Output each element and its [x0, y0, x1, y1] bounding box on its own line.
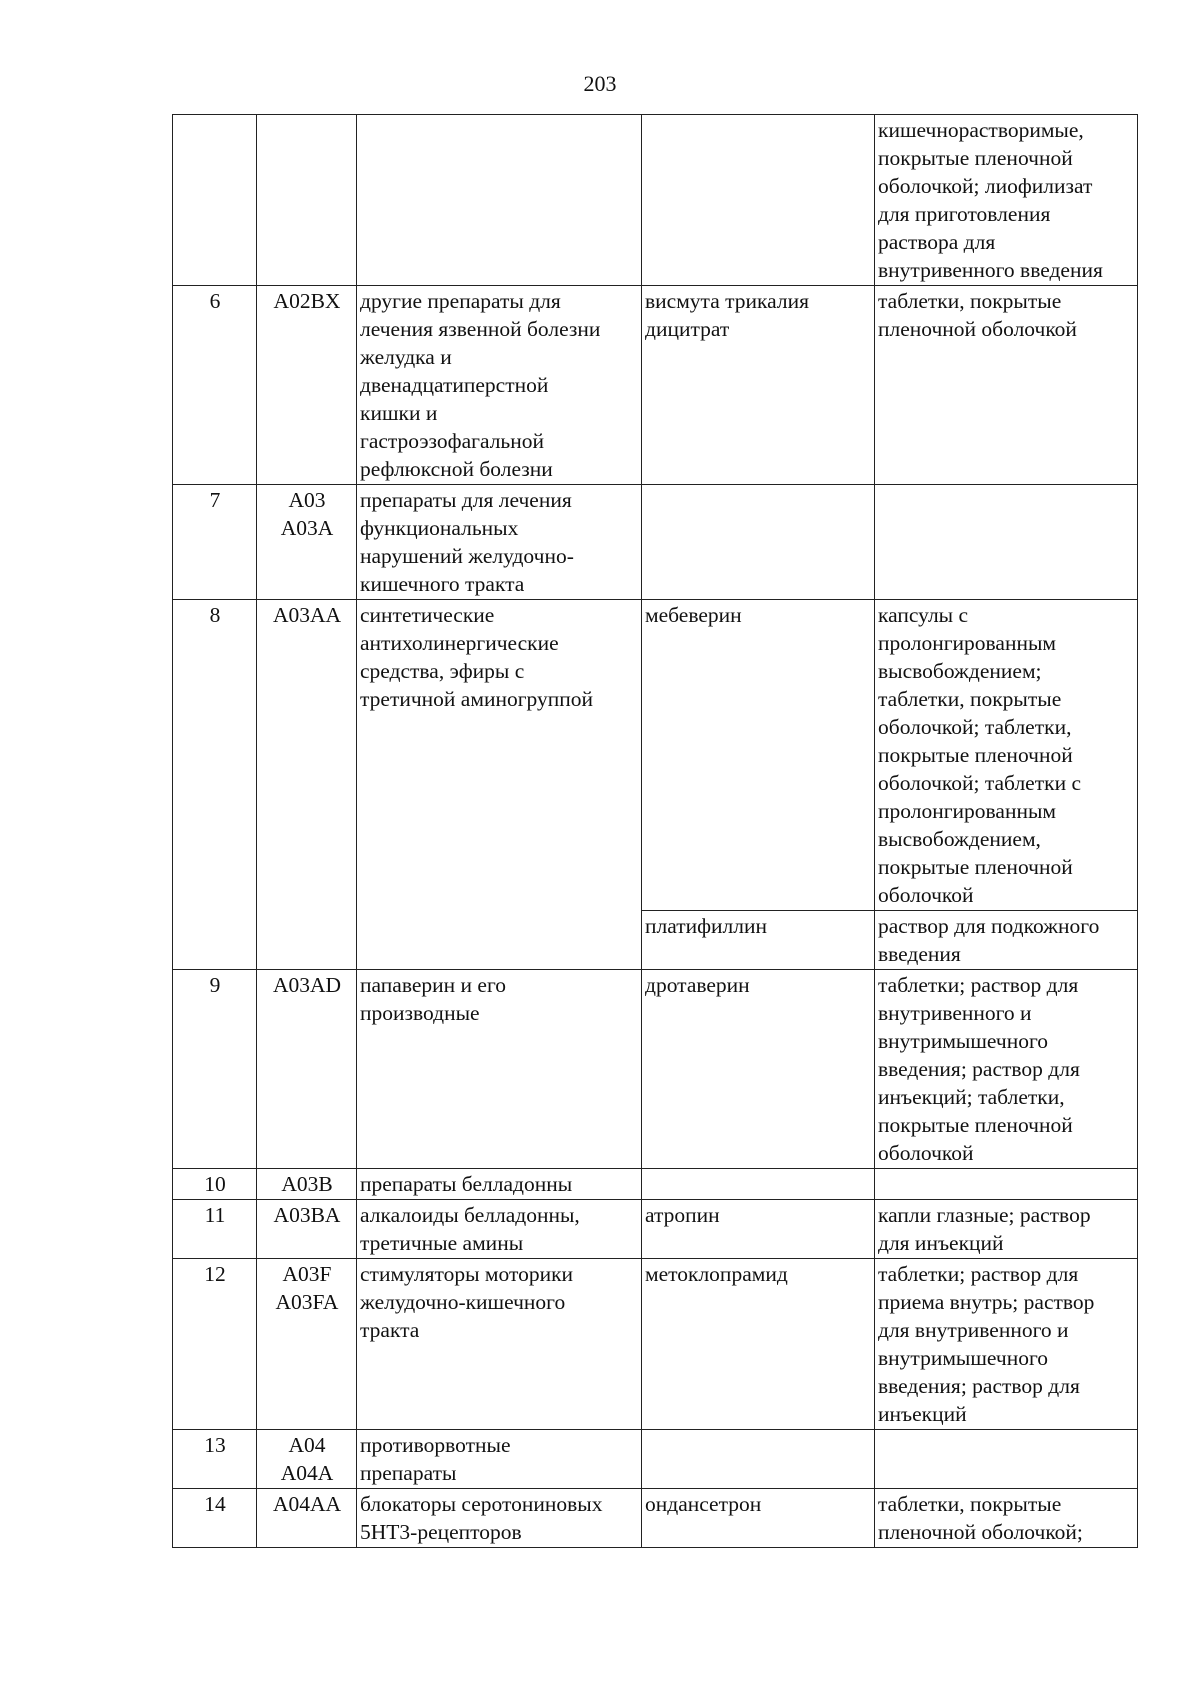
cell-line: введения; раствор для	[878, 1057, 1080, 1081]
cell-line: пролонгированным	[878, 631, 1057, 655]
cell-line: пленочной оболочкой;	[878, 1520, 1083, 1544]
row-number-cell	[173, 1169, 257, 1200]
atc-code-cell	[257, 1259, 357, 1430]
table-row	[173, 1259, 1138, 1430]
page-number: 203	[583, 71, 617, 96]
cell-line: покрытые пленочной	[878, 743, 1073, 767]
cell-line: другие препараты для	[360, 289, 561, 313]
cell-line: желудочно-кишечного	[360, 1290, 566, 1314]
drug-name-cell	[642, 1259, 875, 1430]
row-number-cell	[173, 970, 257, 1169]
cell-line: внутривенного и	[878, 1001, 1032, 1025]
group-name-cell	[357, 1489, 642, 1548]
table-row	[173, 115, 1138, 286]
drug-name-cell	[642, 911, 875, 970]
cell-line: внутримышечного	[878, 1029, 1049, 1053]
cell-line: A03BA	[273, 1203, 341, 1227]
cell-line: высвобождением,	[878, 827, 1041, 851]
drug-name-cell	[642, 485, 875, 600]
drug-name-cell	[642, 1430, 875, 1489]
cell-line: оболочкой	[878, 883, 974, 907]
drug-name-cell	[642, 1489, 875, 1548]
cell-line: препараты для лечения	[360, 488, 572, 512]
dosage-form-cell	[875, 911, 1138, 970]
cell-line: ондансетрон	[645, 1492, 762, 1516]
cell-line: капли глазные; раствор	[878, 1203, 1091, 1227]
cell-line: покрытые пленочной	[878, 146, 1073, 170]
row-number-cell	[173, 286, 257, 485]
cell-line: A03F	[282, 1262, 332, 1286]
cell-line: кишечного тракта	[360, 572, 525, 596]
cell-line: функциональных	[360, 516, 519, 540]
cell-line: мебеверин	[645, 603, 742, 627]
drug-name-cell	[642, 286, 875, 485]
group-name-cell	[357, 1169, 642, 1200]
cell-line: атропин	[645, 1203, 720, 1227]
atc-code-cell	[257, 1200, 357, 1259]
cell-line: третичной аминогруппой	[360, 687, 594, 711]
group-name-cell	[357, 485, 642, 600]
row-number-cell	[173, 600, 257, 970]
cell-line: пролонгированным	[878, 799, 1057, 823]
cell-line: таблетки, покрытые	[878, 687, 1062, 711]
cell-line: рефлюксной болезни	[360, 457, 553, 481]
atc-code-cell	[257, 1430, 357, 1489]
cell-line: гастроэзофагальной	[360, 429, 544, 453]
cell-line: капсулы с	[878, 603, 969, 627]
table-row	[173, 1489, 1138, 1548]
table-row	[173, 1169, 1138, 1200]
atc-code-cell	[257, 1489, 357, 1548]
cell-line: висмута трикалия	[645, 289, 810, 313]
table-row	[173, 970, 1138, 1169]
cell-line: A04A	[280, 1461, 334, 1485]
cell-line: введения	[878, 942, 961, 966]
table-row	[173, 1200, 1138, 1259]
cell-line: для приготовления	[878, 202, 1051, 226]
cell-line: нарушений желудочно-	[360, 544, 574, 568]
atc-code-cell	[257, 1169, 357, 1200]
cell-line: блокаторы серотониновых	[360, 1492, 603, 1516]
cell-line: A03AD	[272, 973, 342, 997]
cell-line: оболочкой; таблетки,	[878, 715, 1072, 739]
dosage-form-cell	[875, 1259, 1138, 1430]
cell-line: дротаверин	[645, 973, 750, 997]
atc-code-cell	[257, 286, 357, 485]
cell-line: таблетки, покрытые	[878, 1492, 1062, 1516]
cell-line: пленочной оболочкой	[878, 317, 1077, 341]
cell-line: оболочкой; таблетки с	[878, 771, 1081, 795]
cell-line: A04	[288, 1433, 326, 1457]
group-name-cell	[357, 286, 642, 485]
dosage-form-cell	[875, 115, 1138, 286]
cell-line: таблетки; раствор для	[878, 1262, 1079, 1286]
cell-line: 12	[204, 1262, 226, 1286]
cell-line: внутримышечного	[878, 1346, 1049, 1370]
cell-line: 6	[209, 289, 221, 313]
atc-code-cell	[257, 115, 357, 286]
cell-line: для внутривенного и	[878, 1318, 1069, 1342]
cell-line: 7	[209, 488, 221, 512]
cell-line: средства, эфиры с	[360, 659, 525, 683]
row-number-cell	[173, 485, 257, 600]
group-name-cell	[357, 115, 642, 286]
cell-line: 11	[204, 1203, 226, 1227]
dosage-form-cell	[875, 970, 1138, 1169]
cell-line: высвобождением;	[878, 659, 1042, 683]
dosage-form-cell	[875, 1169, 1138, 1200]
drug-name-cell	[642, 115, 875, 286]
drug-name-cell	[642, 1169, 875, 1200]
cell-line: алкалоиды белладонны,	[360, 1203, 580, 1227]
cell-line: A04AA	[272, 1492, 342, 1516]
dosage-form-cell	[875, 286, 1138, 485]
cell-line: для инъекций	[878, 1231, 1004, 1255]
atc-code-cell	[257, 600, 357, 970]
cell-line: противорвотные	[360, 1433, 511, 1457]
cell-line: раствор для подкожного	[878, 914, 1100, 938]
cell-line: 14	[204, 1492, 226, 1516]
table-row	[173, 600, 1138, 911]
group-name-cell	[357, 1430, 642, 1489]
cell-line: стимуляторы моторики	[360, 1262, 574, 1286]
cell-line: метоклопрамид	[645, 1262, 788, 1286]
cell-line: инъекций	[878, 1402, 967, 1426]
cell-line: A03AA	[272, 603, 342, 627]
drug-name-cell	[642, 970, 875, 1169]
table-row	[173, 485, 1138, 600]
cell-line: оболочкой	[878, 1141, 974, 1165]
cell-line: покрытые пленочной	[878, 1113, 1073, 1137]
cell-line: антихолинергические	[360, 631, 559, 655]
cell-line: таблетки; раствор для	[878, 973, 1079, 997]
cell-line: внутривенного введения	[878, 258, 1103, 282]
cell-line: 5HT3-рецепторов	[360, 1520, 522, 1544]
cell-line: инъекций; таблетки,	[878, 1085, 1065, 1109]
cell-line: раствора для	[878, 230, 996, 254]
row-number-cell	[173, 1430, 257, 1489]
group-name-cell	[357, 600, 642, 970]
dosage-form-cell	[875, 485, 1138, 600]
dosage-form-cell	[875, 1430, 1138, 1489]
cell-line: покрытые пленочной	[878, 855, 1073, 879]
table-row	[173, 1430, 1138, 1489]
group-name-cell	[357, 1200, 642, 1259]
cell-line: тракта	[360, 1318, 420, 1342]
row-number-cell	[173, 115, 257, 286]
cell-line: платифиллин	[645, 914, 768, 938]
cell-line: приема внутрь; раствор	[878, 1290, 1095, 1314]
cell-line: синтетические	[360, 603, 495, 627]
group-name-cell	[357, 970, 642, 1169]
atc-code-cell	[257, 485, 357, 600]
cell-line: двенадцатиперстной	[360, 373, 549, 397]
cell-line: введения; раствор для	[878, 1374, 1080, 1398]
drug-name-cell	[642, 600, 875, 911]
cell-line: A03B	[281, 1172, 333, 1196]
row-number-cell	[173, 1489, 257, 1548]
cell-line: 9	[209, 973, 221, 997]
cell-line: препараты белладонны	[360, 1172, 573, 1196]
cell-line: дицитрат	[645, 317, 730, 341]
cell-line: желудка и	[360, 345, 452, 369]
cell-line: A03	[288, 488, 326, 512]
medicines-table	[172, 114, 1138, 1548]
cell-line: таблетки, покрытые	[878, 289, 1062, 313]
cell-line: A03FA	[275, 1290, 339, 1314]
dosage-form-cell	[875, 1489, 1138, 1548]
cell-line: кишки и	[360, 401, 438, 425]
dosage-form-cell	[875, 600, 1138, 911]
cell-line: 13	[204, 1433, 226, 1457]
cell-line: производные	[360, 1001, 480, 1025]
cell-line: третичные амины	[360, 1231, 524, 1255]
cell-line: 8	[209, 603, 221, 627]
cell-line: A02BX	[273, 289, 341, 313]
cell-line: оболочкой; лиофилизат	[878, 174, 1093, 198]
group-name-cell	[357, 1259, 642, 1430]
cell-line: A03A	[280, 516, 334, 540]
dosage-form-cell	[875, 1200, 1138, 1259]
cell-line: препараты	[360, 1461, 457, 1485]
cell-line: лечения язвенной болезни	[360, 317, 601, 341]
table-row	[173, 286, 1138, 485]
atc-code-cell	[257, 970, 357, 1169]
cell-line: 10	[204, 1172, 226, 1196]
drug-name-cell	[642, 1200, 875, 1259]
row-number-cell	[173, 1200, 257, 1259]
row-number-cell	[173, 1259, 257, 1430]
cell-line: папаверин и его	[360, 973, 506, 997]
cell-line: кишечнорастворимые,	[878, 118, 1084, 142]
